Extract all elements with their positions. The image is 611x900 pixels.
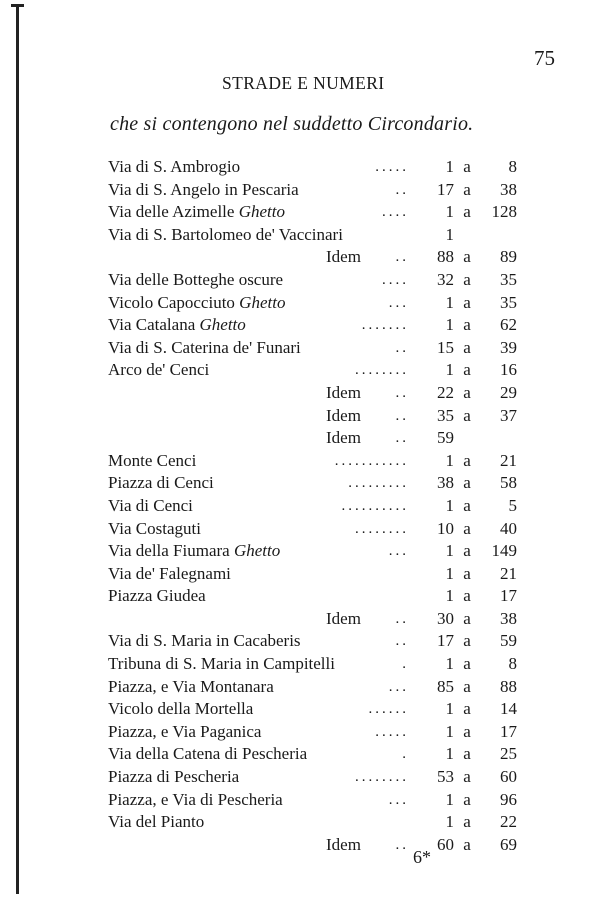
- list-item: [0, 156, 611, 179]
- number-to: 17: [500, 586, 517, 606]
- street-name: Arco de' Cenci: [108, 360, 210, 380]
- number-from: 1: [445, 541, 454, 561]
- number-to: 89: [500, 247, 517, 267]
- street-name: Vicolo della Mortella: [108, 699, 254, 719]
- dot-leader: ..: [395, 430, 409, 447]
- number-to: 88: [500, 676, 517, 696]
- street-list: [0, 156, 611, 856]
- street-name: Via di S. Bartolomeo de' Vaccinari: [108, 224, 343, 244]
- number-to: 5: [508, 495, 517, 515]
- list-item: [0, 721, 611, 744]
- number-to: 149: [491, 541, 517, 561]
- number-from: 1: [445, 699, 454, 719]
- dot-leader: .......: [361, 317, 409, 334]
- number-from: 1: [445, 654, 454, 674]
- range-separator: a: [463, 744, 471, 764]
- street-name: Via Catalana Ghetto: [108, 315, 246, 335]
- number-from: 22: [437, 382, 454, 402]
- list-item: [0, 472, 611, 495]
- number-to: 38: [500, 608, 517, 628]
- number-to: 25: [500, 744, 517, 764]
- number-to: 69: [500, 834, 517, 854]
- street-name: Via della Fiumara Ghetto: [108, 541, 281, 561]
- range-separator: a: [463, 541, 471, 561]
- idem-label: Idem: [326, 834, 361, 854]
- range-separator: a: [463, 495, 471, 515]
- dot-leader: ..: [395, 836, 409, 853]
- range-separator: a: [463, 721, 471, 741]
- dot-leader: ...: [388, 678, 409, 695]
- list-item: [0, 450, 611, 473]
- range-separator: a: [463, 337, 471, 357]
- dot-leader: .: [402, 746, 409, 763]
- street-name: Monte Cenci: [108, 450, 197, 470]
- range-separator: a: [463, 586, 471, 606]
- number-to: 38: [500, 179, 517, 199]
- list-item: [0, 179, 611, 202]
- number-to: 21: [500, 450, 517, 470]
- number-from: 30: [437, 608, 454, 628]
- number-to: 8: [508, 157, 517, 176]
- number-from: 53: [437, 767, 454, 787]
- number-from: 1: [445, 292, 454, 312]
- range-separator: a: [463, 608, 471, 628]
- dot-leader: .: [402, 656, 409, 673]
- page-number: 75: [534, 46, 555, 70]
- range-separator: a: [463, 202, 471, 222]
- range-separator: a: [463, 315, 471, 335]
- dot-leader: ........: [355, 769, 409, 786]
- street-name: Tribuna di S. Maria in Campitelli: [108, 654, 335, 674]
- list-item: [0, 292, 611, 315]
- dot-leader: ..: [395, 610, 409, 627]
- number-to: 40: [500, 518, 517, 538]
- street-name: Piazza, e Via di Pescheria: [108, 789, 283, 809]
- idem-label: Idem: [326, 247, 361, 267]
- range-separator: a: [463, 789, 471, 809]
- number-to: 39: [500, 337, 517, 357]
- list-item: [0, 630, 611, 653]
- list-item: [0, 766, 611, 789]
- street-name: Via di Cenci: [108, 495, 193, 515]
- number-from: 88: [437, 247, 454, 267]
- number-from: 35: [437, 405, 454, 425]
- dot-leader: ..: [395, 633, 409, 650]
- number-to: 8: [508, 654, 517, 674]
- number-from: 1: [445, 563, 454, 583]
- range-separator: a: [463, 473, 471, 493]
- number-from: 1: [445, 789, 454, 809]
- number-from: 1: [445, 495, 454, 515]
- ghetto-note: Ghetto: [238, 202, 285, 222]
- range-separator: a: [463, 631, 471, 651]
- range-separator: a: [463, 676, 471, 696]
- number-to: 35: [500, 292, 517, 312]
- range-separator: a: [463, 292, 471, 312]
- idem-label: Idem: [326, 382, 361, 402]
- range-separator: a: [463, 654, 471, 674]
- signature-mark: 6*: [413, 847, 431, 867]
- range-separator: a: [463, 834, 471, 854]
- list-item: [0, 359, 611, 382]
- number-to: 128: [491, 202, 517, 222]
- number-to: 59: [500, 631, 517, 651]
- street-name: Via della Catena di Pescheria: [108, 744, 308, 764]
- list-item: [0, 585, 611, 608]
- list-item: [0, 540, 611, 563]
- number-from: 1: [445, 315, 454, 335]
- number-from: 17: [437, 179, 454, 199]
- list-item: [0, 518, 611, 541]
- number-from: 10: [437, 518, 454, 538]
- street-name: Via del Pianto: [108, 812, 205, 832]
- number-from: 1: [445, 157, 454, 176]
- dot-leader: ..: [395, 339, 409, 356]
- number-from: 38: [437, 473, 454, 493]
- street-name: Via di S. Angelo in Pescaria: [108, 179, 299, 199]
- number-to: 37: [500, 405, 517, 425]
- range-separator: a: [463, 157, 471, 176]
- range-separator: a: [463, 563, 471, 583]
- number-from: 15: [437, 337, 454, 357]
- list-item: [0, 834, 611, 857]
- dot-leader: ...........: [334, 452, 409, 469]
- idem-label: Idem: [326, 405, 361, 425]
- number-from: 32: [437, 269, 454, 289]
- ghetto-note: Ghetto: [239, 292, 286, 312]
- number-from: 1: [445, 202, 454, 222]
- list-item: [0, 743, 611, 766]
- range-separator: a: [463, 382, 471, 402]
- list-item: [0, 405, 611, 428]
- idem-label: Idem: [326, 428, 361, 448]
- range-separator: a: [463, 269, 471, 289]
- list-item: [0, 563, 611, 586]
- page-subtitle: che si contengono nel suddetto Circondario.: [110, 113, 474, 135]
- dot-leader: .....: [375, 159, 409, 175]
- street-name: Piazza di Cenci: [108, 473, 214, 493]
- number-to: 60: [500, 767, 517, 787]
- range-separator: a: [463, 360, 471, 380]
- street-name: Piazza di Pescheria: [108, 767, 240, 787]
- number-from: 1: [445, 744, 454, 764]
- dot-leader: ..........: [341, 497, 409, 514]
- number-from: 60: [437, 834, 454, 854]
- street-name: Via di S. Maria in Cacaberis: [108, 631, 301, 651]
- dot-leader: .........: [348, 475, 409, 492]
- street-name: Piazza, e Via Montanara: [108, 676, 274, 696]
- list-item: [0, 246, 611, 269]
- number-to: 16: [500, 360, 517, 380]
- street-name: Via di S. Caterina de' Funari: [108, 337, 301, 357]
- street-name: Via di S. Ambrogio: [108, 157, 241, 176]
- number-from: 17: [437, 631, 454, 651]
- number-from: 85: [437, 676, 454, 696]
- dot-leader: ..: [395, 384, 409, 401]
- number-to: 58: [500, 473, 517, 493]
- list-item: [0, 653, 611, 676]
- number-to: 35: [500, 269, 517, 289]
- number-to: 96: [500, 789, 517, 809]
- number-from: 1: [445, 721, 454, 741]
- number-from: 1: [445, 360, 454, 380]
- range-separator: a: [463, 179, 471, 199]
- range-separator: a: [463, 247, 471, 267]
- list-item: [0, 201, 611, 224]
- range-separator: a: [463, 699, 471, 719]
- list-item: [0, 495, 611, 518]
- list-item: [0, 314, 611, 337]
- list-item: [0, 608, 611, 631]
- number-from: 1: [445, 450, 454, 470]
- number-from: 1: [445, 586, 454, 606]
- range-separator: a: [463, 518, 471, 538]
- number-from: 59: [437, 428, 454, 448]
- list-item: [0, 269, 611, 292]
- list-item: [0, 811, 611, 834]
- ghetto-note: Ghetto: [199, 315, 246, 335]
- range-separator: a: [463, 405, 471, 425]
- list-item: [0, 676, 611, 699]
- dot-leader: ..: [395, 249, 409, 266]
- dot-leader: ......: [368, 701, 409, 718]
- range-separator: a: [463, 450, 471, 470]
- number-from: 1: [445, 224, 454, 244]
- dot-leader: .....: [375, 723, 409, 740]
- number-from: 1: [445, 812, 454, 832]
- number-to: 62: [500, 315, 517, 335]
- list-item: [0, 698, 611, 721]
- ghetto-note: Ghetto: [233, 541, 281, 561]
- number-to: 14: [500, 699, 517, 719]
- dot-leader: ..: [395, 181, 409, 198]
- street-name: Piazza Giudea: [108, 586, 206, 606]
- dot-leader: ....: [382, 204, 409, 221]
- list-item: [0, 789, 611, 812]
- number-to: 21: [500, 563, 517, 583]
- dot-leader: ...: [388, 791, 409, 808]
- number-to: 22: [500, 812, 517, 832]
- dot-leader: ...: [388, 543, 409, 560]
- street-name: Via de' Falegnami: [108, 563, 231, 583]
- list-item: [0, 382, 611, 405]
- street-name: Vicolo Capocciuto Ghetto: [108, 292, 286, 312]
- list-item: [0, 337, 611, 360]
- number-to: 17: [500, 721, 517, 741]
- dot-leader: ........: [355, 362, 409, 379]
- dot-leader: ....: [382, 271, 409, 288]
- range-separator: a: [463, 812, 471, 832]
- list-item: [0, 224, 611, 247]
- dot-leader: ...: [388, 294, 409, 311]
- range-separator: a: [463, 767, 471, 787]
- dot-leader: ........: [355, 520, 409, 537]
- street-name: Via delle Botteghe oscure: [108, 269, 284, 289]
- street-name: Piazza, e Via Paganica: [108, 721, 262, 741]
- idem-label: Idem: [326, 608, 361, 628]
- street-name: Via Costaguti: [108, 518, 201, 538]
- list-item: [0, 427, 611, 450]
- number-to: 29: [500, 382, 517, 402]
- page-title: STRADE E NUMERI: [222, 73, 385, 93]
- street-name: Via delle Azimelle Ghetto: [108, 202, 285, 222]
- dot-leader: ..: [395, 407, 409, 424]
